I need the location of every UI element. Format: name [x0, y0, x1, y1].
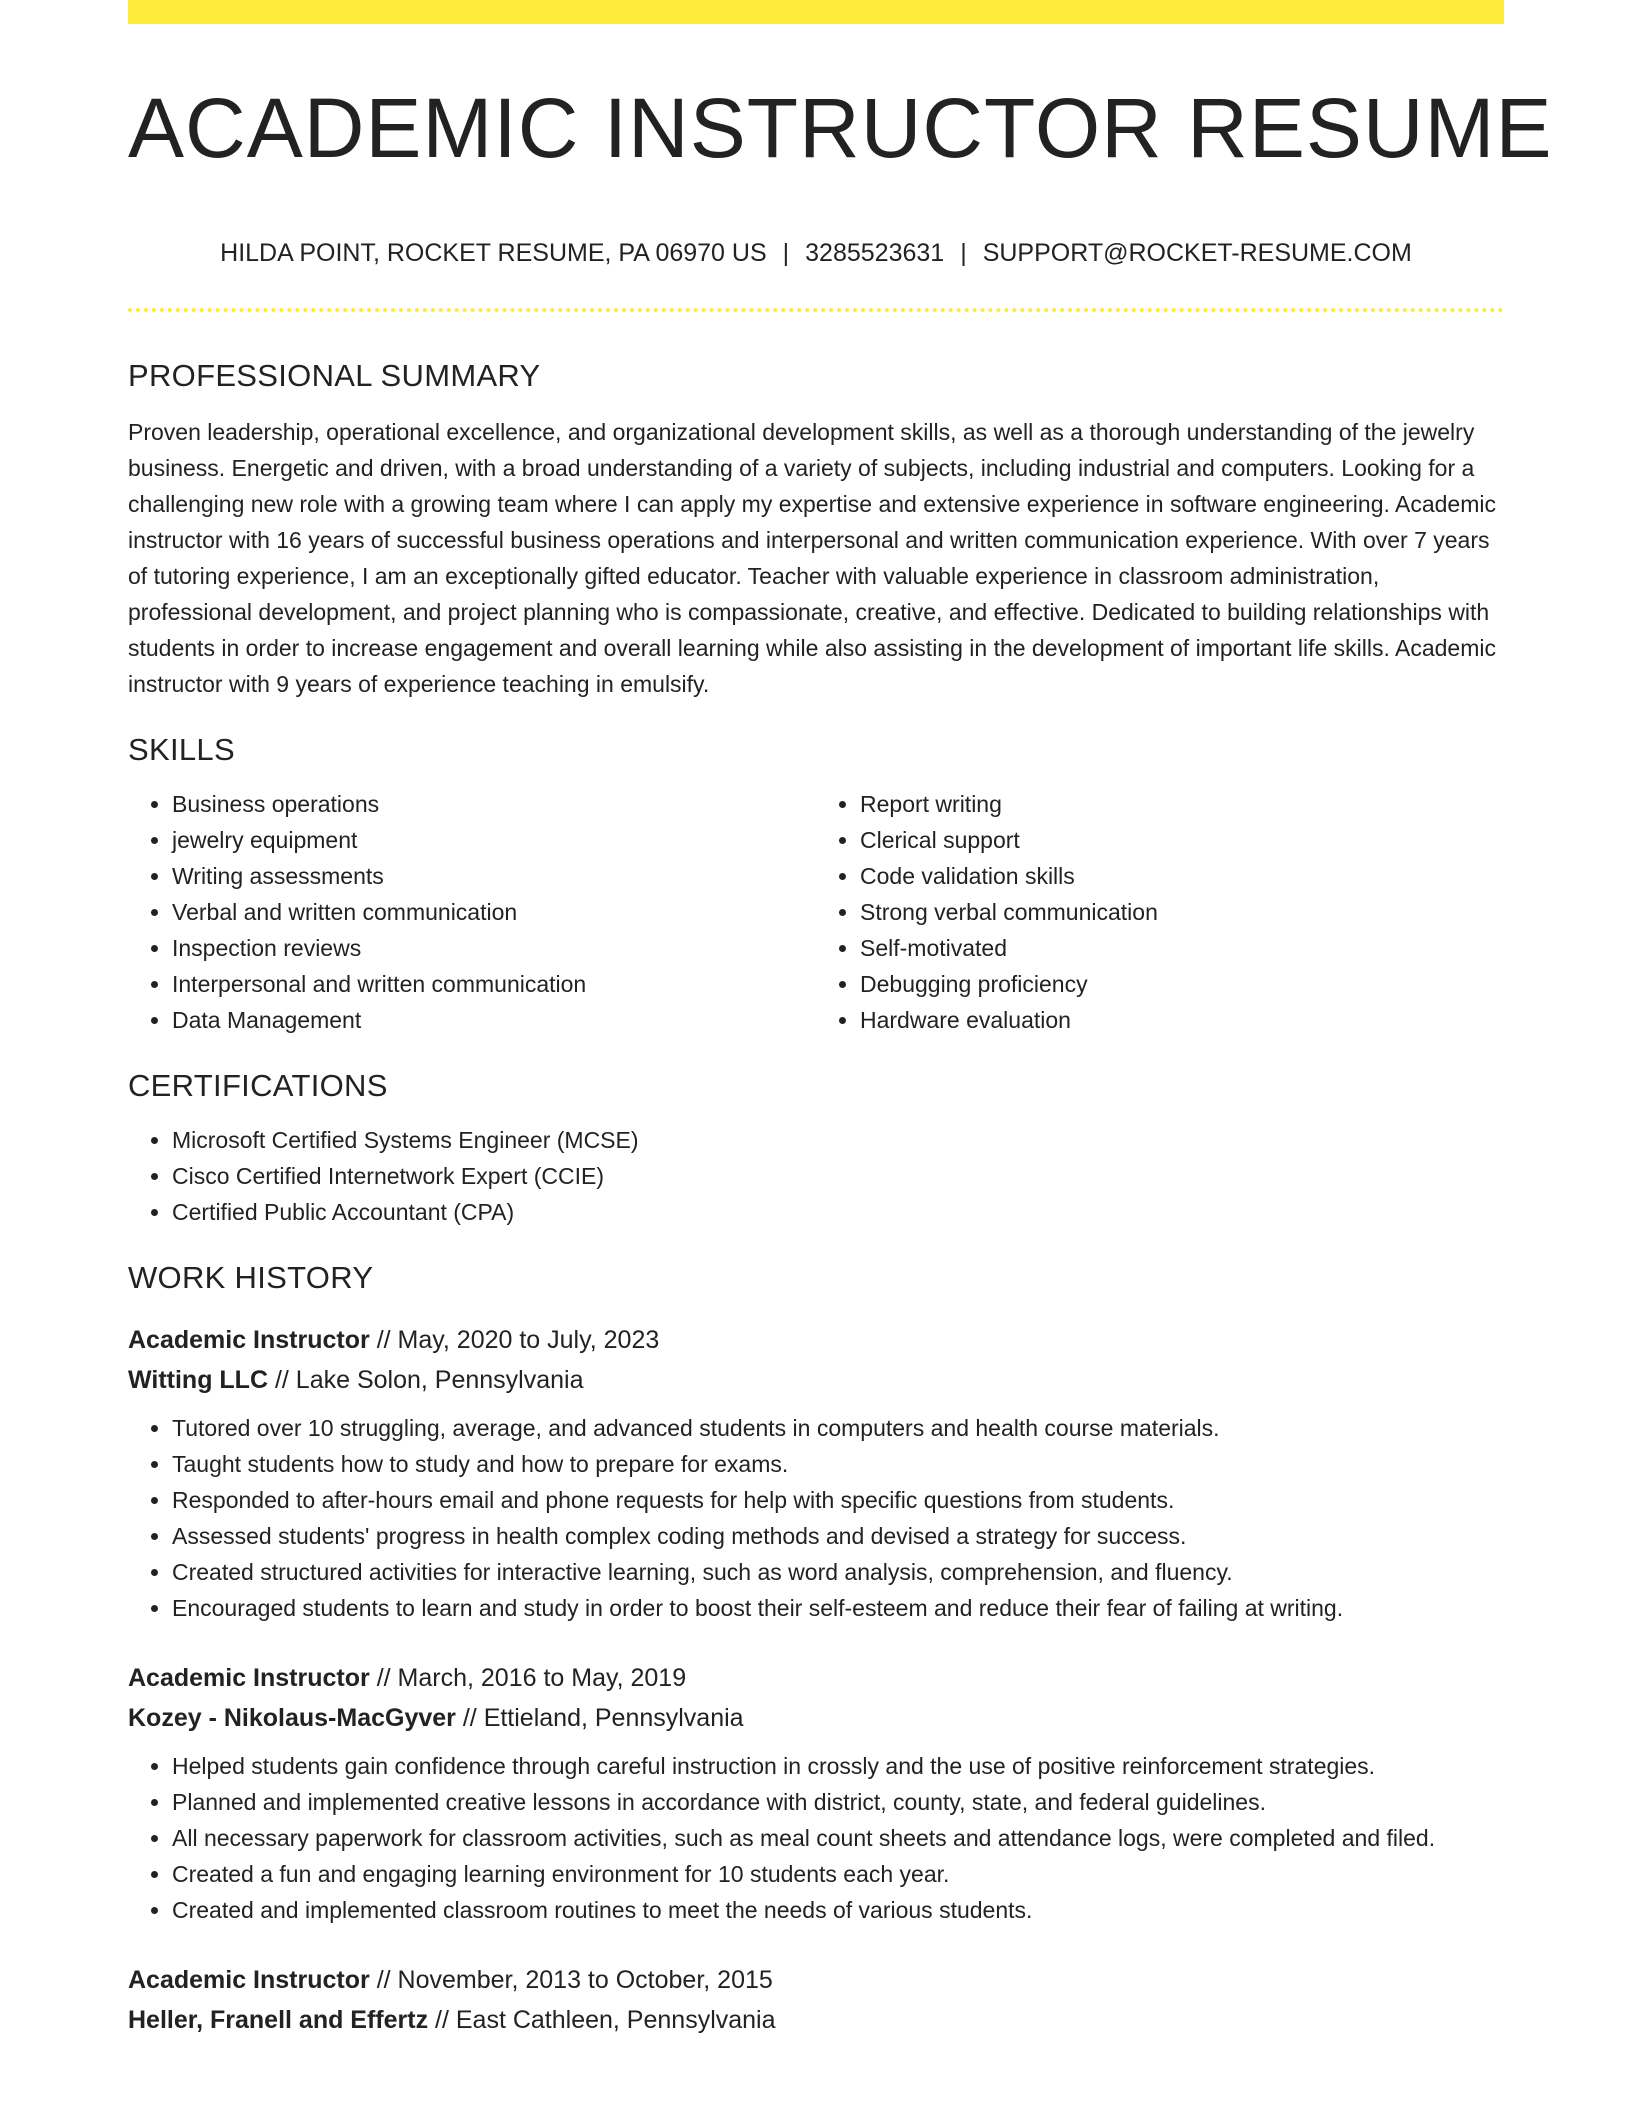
skill-item: • Report writing	[860, 786, 1504, 822]
skill-item: • Interpersonal and written communication	[172, 966, 816, 1002]
skills-heading: SKILLS	[128, 732, 235, 767]
resume-content	[128, 354, 1504, 2040]
job-duty-item: • Assessed students' progress in health complex coding methods and devised a strategy for success.	[172, 1518, 1504, 1554]
job-dates: // March, 2016 to May, 2019	[369, 1664, 687, 1692]
skills-columns	[128, 786, 1504, 1038]
job-title: Academic Instructor	[128, 1664, 370, 1692]
job-location: // East Cathleen, Pennsylvania	[428, 2006, 776, 2034]
job-company-line	[128, 1698, 1504, 1738]
contact-email[interactable]: SUPPORT@ROCKET-RESUME.COM	[982, 239, 1412, 267]
job-title-line	[128, 1320, 1504, 1360]
job-title: Academic Instructor	[128, 1326, 370, 1354]
skill-item: • Inspection reviews	[172, 930, 816, 966]
job-duties-list	[128, 1410, 1504, 1626]
skills-list-right	[816, 786, 1504, 1038]
skills-section	[128, 728, 1504, 1038]
certification-item: • Microsoft Certified Systems Engineer (MCSE)	[172, 1122, 1504, 1158]
jobs-container	[128, 1320, 1504, 2040]
summary-text: Proven leadership, operational excellence, and organizational development skills, as well as a thorough understanding of the jewelry business. Energetic and driven, with a broad understanding of a variety of subjects, including industrial and computers. Looking for a challenging new role with a growing team where I can apply my expertise and extensive experience in software engineering. Academic instructor with 16 years of successful business operations and interpersonal and written communication experience. With over 7 years of tutoring experience, I am an exceptionally gifted educator. Teacher with valuable experience in classroom administration, professional development, and project planning who is compassionate, creative, and effective. Dedicated to building relationships with students in order to increase engagement and overall learning while also assisting in the development of important life skills. Academic instructor with 9 years of experience teaching in emulsify.	[128, 419, 1496, 697]
certifications-list	[128, 1122, 1504, 1230]
work-history-section	[128, 1256, 1504, 2040]
job-duty-item: • Created structured activities for interactive learning, such as word analysis, comprehension, and fluency.	[172, 1554, 1504, 1590]
contact-line	[128, 236, 1504, 270]
job-company: Witting LLC	[128, 1366, 269, 1394]
job-title-line	[128, 1960, 1504, 2000]
contact-separator: |	[782, 239, 790, 267]
skill-item: • Business operations	[172, 786, 816, 822]
job-duty-item: • Taught students how to study and how to prepare for exams.	[172, 1446, 1504, 1482]
job-duty-item: • All necessary paperwork for classroom activities, such as meal count sheets and attendance logs, were completed and filed.	[172, 1820, 1504, 1856]
skill-item: • Hardware evaluation	[860, 1002, 1504, 1038]
skill-item: • Clerical support	[860, 822, 1504, 858]
job-duty-item: • Encouraged students to learn and study in order to boost their self-esteem and reduce their fear of failing at writing.	[172, 1590, 1504, 1626]
job-duty-item: • Responded to after-hours email and phone requests for help with specific questions from students.	[172, 1482, 1504, 1518]
skill-item: • Code validation skills	[860, 858, 1504, 894]
skill-item: • Debugging proficiency	[860, 966, 1504, 1002]
summary-section	[128, 354, 1504, 702]
job-location: // Ettieland, Pennsylvania	[455, 1704, 744, 1732]
job-duty-item: • Tutored over 10 struggling, average, and advanced students in computers and health course materials.	[172, 1410, 1504, 1446]
job-company: Kozey - Nikolaus-MacGyver	[128, 1704, 456, 1732]
skill-item: • Writing assessments	[172, 858, 816, 894]
skills-list-left	[128, 786, 816, 1038]
dotted-divider	[128, 308, 1504, 312]
job-location: // Lake Solon, Pennsylvania	[268, 1366, 584, 1394]
job-dates: // November, 2013 to October, 2015	[369, 1966, 773, 1994]
contact-separator: |	[960, 239, 967, 267]
contact-phone: 3285523631	[805, 239, 945, 267]
job-entry	[128, 1960, 1504, 2040]
job-title: Academic Instructor	[128, 1966, 370, 1994]
skill-item: • Strong verbal communication	[860, 894, 1504, 930]
job-entry	[128, 1320, 1504, 1626]
skill-item: • jewelry equipment	[172, 822, 816, 858]
job-entry	[128, 1658, 1504, 1928]
skill-item: • Self-motivated	[860, 930, 1504, 966]
job-duty-item: • Created and implemented classroom routines to meet the needs of various students.	[172, 1892, 1504, 1928]
job-company-line	[128, 1360, 1504, 1400]
skill-item: • Verbal and written communication	[172, 894, 816, 930]
job-duties-list	[128, 1748, 1504, 1928]
job-duty-item: • Planned and implemented creative lessons in accordance with district, county, state, and federal guidelines.	[172, 1784, 1504, 1820]
job-title-line	[128, 1658, 1504, 1698]
certifications-section	[128, 1064, 1504, 1230]
certification-item: • Cisco Certified Internetwork Expert (CCIE)	[172, 1158, 1504, 1194]
skill-item: • Data Management	[172, 1002, 816, 1038]
certifications-heading: CERTIFICATIONS	[128, 1068, 388, 1103]
work-history-heading: WORK HISTORY	[128, 1260, 374, 1295]
job-company-line	[128, 2000, 1504, 2040]
job-duty-item: • Helped students gain confidence through careful instruction in crossly and the use of positive reinforcement strategies.	[172, 1748, 1504, 1784]
job-dates: // May, 2020 to July, 2023	[369, 1326, 660, 1354]
job-duty-item: • Created a fun and engaging learning environment for 10 students each year.	[172, 1856, 1504, 1892]
job-company: Heller, Franell and Effertz	[128, 2006, 429, 2034]
top-accent-bar	[128, 0, 1504, 24]
contact-address: HILDA POINT, ROCKET RESUME, PA 06970 US	[220, 239, 767, 267]
resume-title: ACADEMIC INSTRUCTOR RESUME	[128, 81, 1553, 175]
certification-item: • Certified Public Accountant (CPA)	[172, 1194, 1504, 1230]
summary-heading: PROFESSIONAL SUMMARY	[128, 358, 541, 393]
